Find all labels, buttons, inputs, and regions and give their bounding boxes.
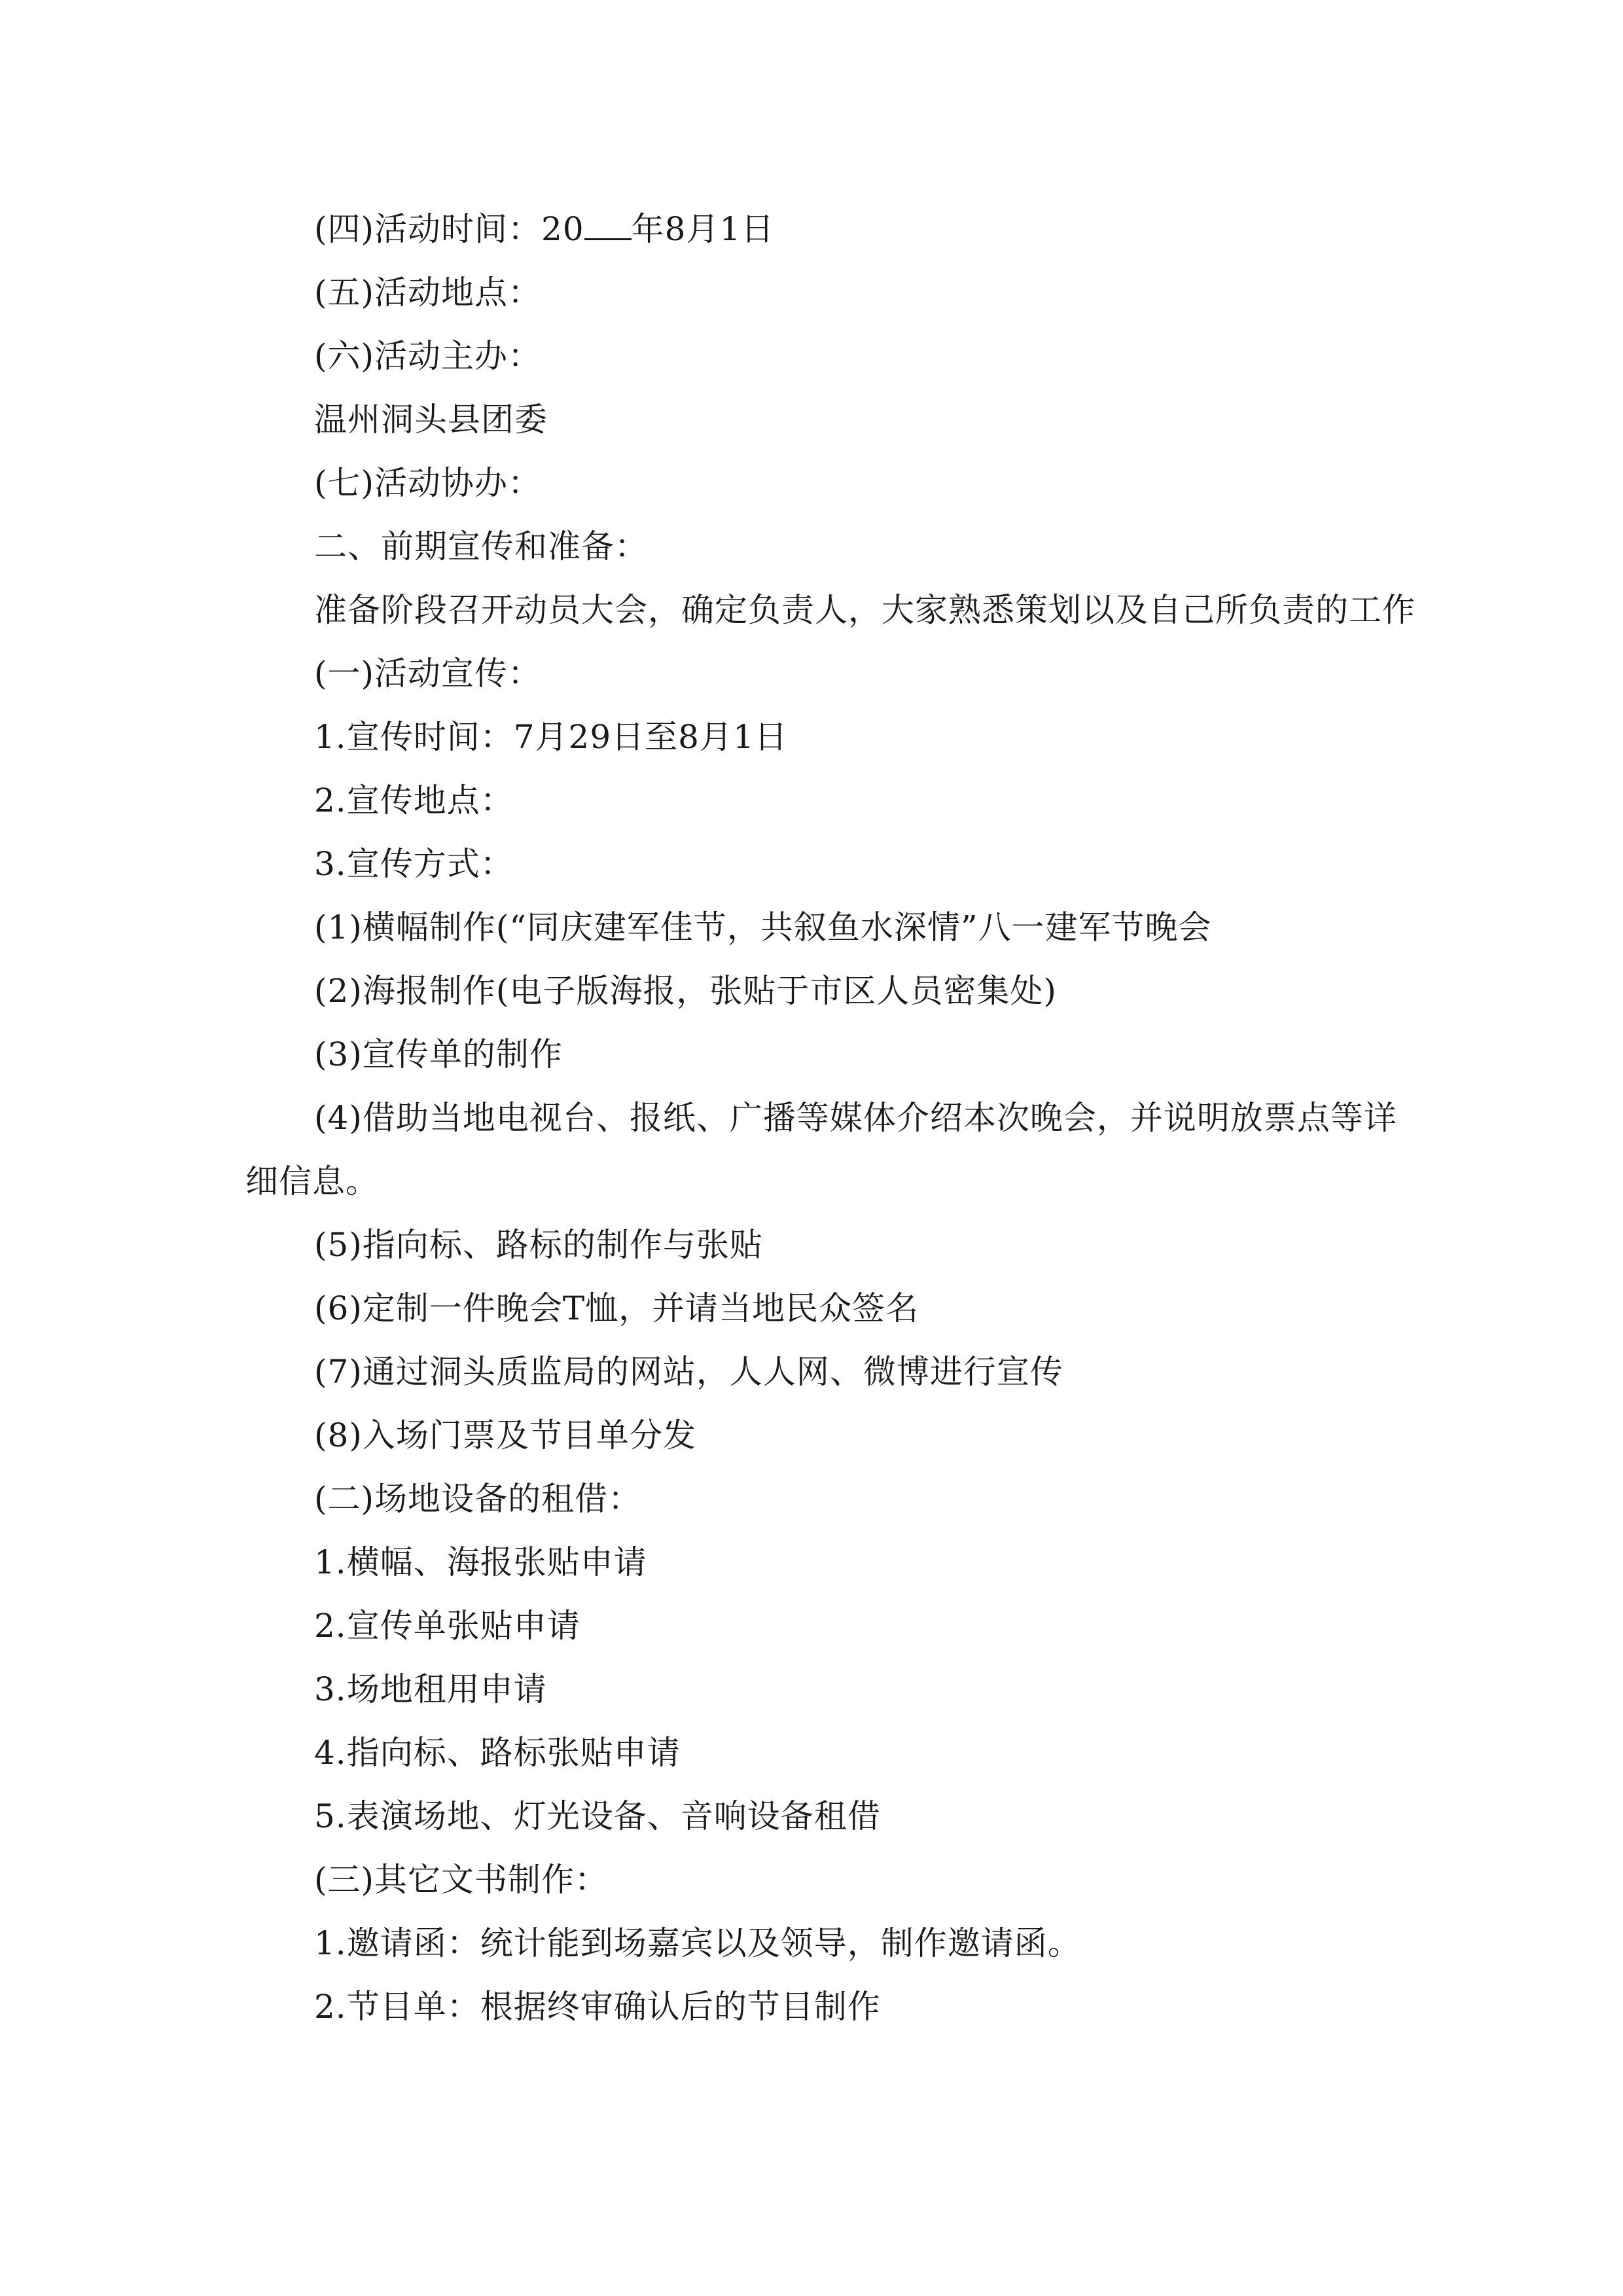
line-list-item: 1.宣传时间：7月29日至8月1日 (314, 718, 788, 756)
line-list-item: 1.横幅、海报张贴申请 (314, 1543, 647, 1581)
line-list-item: (4)借助当地电视台、报纸、广播等媒体介绍本次晚会，并说明放票点等详 (314, 1099, 1397, 1137)
line-list-item: (8)入场门票及节目单分发 (314, 1416, 696, 1454)
line-subheading: (三)其它文书制作： (314, 1861, 609, 1899)
fill-in-blank (584, 212, 632, 240)
line-paragraph: 准备阶段召开动员大会，确定负责人，大家熟悉策划以及自己所负责的工作 (314, 591, 1416, 629)
line-list-item: 3.宣传方式： (314, 845, 514, 883)
line-text-suffix: 年8月1日 (631, 210, 775, 248)
line-activity-time (314, 208, 774, 250)
line-subheading: (一)活动宣传： (314, 655, 542, 692)
line-activity-location: (五)活动地点： (314, 274, 542, 312)
line-list-item: (7)通过洞头质监局的网站，人人网、微博进行宣传 (314, 1353, 1063, 1391)
line-list-item: 5.表演场地、灯光设备、音响设备租借 (314, 1797, 881, 1835)
line-list-item: 2.节目单：根据终审确认后的节目制作 (314, 1988, 881, 2026)
line-list-item: (5)指向标、路标的制作与张贴 (314, 1226, 763, 1264)
line-activity-host: (六)活动主办： (314, 337, 542, 375)
line-list-item: (1)横幅制作(“同庆建军佳节，共叙鱼水深情”八一建军节晚会 (314, 908, 1212, 946)
line-subheading: (二)场地设备的租借： (314, 1480, 642, 1518)
line-text: (四)活动时间：20 (314, 210, 584, 248)
line-activity-coorganizer: (七)活动协办： (314, 464, 542, 502)
line-list-item: 1.邀请函：统计能到场嘉宾以及领导，制作邀请函。 (314, 1924, 1081, 1962)
line-list-item: 4.指向标、路标张贴申请 (314, 1734, 681, 1772)
line-list-item: 2.宣传单张贴申请 (314, 1607, 580, 1645)
line-list-item: (6)定制一件晚会T恤，并请当地民众签名 (314, 1289, 919, 1327)
line-host-name: 温州洞头县团委 (314, 401, 548, 439)
line-list-item: (2)海报制作(电子版海报，张贴于市区人员密集处) (314, 972, 1057, 1010)
line-list-item-continued: 细信息。 (245, 1162, 379, 1200)
line-list-item: 3.场地租用申请 (314, 1670, 547, 1708)
line-section-heading: 二、前期宣传和准备： (314, 528, 648, 565)
line-list-item: 2.宣传地点： (314, 781, 514, 819)
line-list-item: (3)宣传单的制作 (314, 1035, 563, 1073)
